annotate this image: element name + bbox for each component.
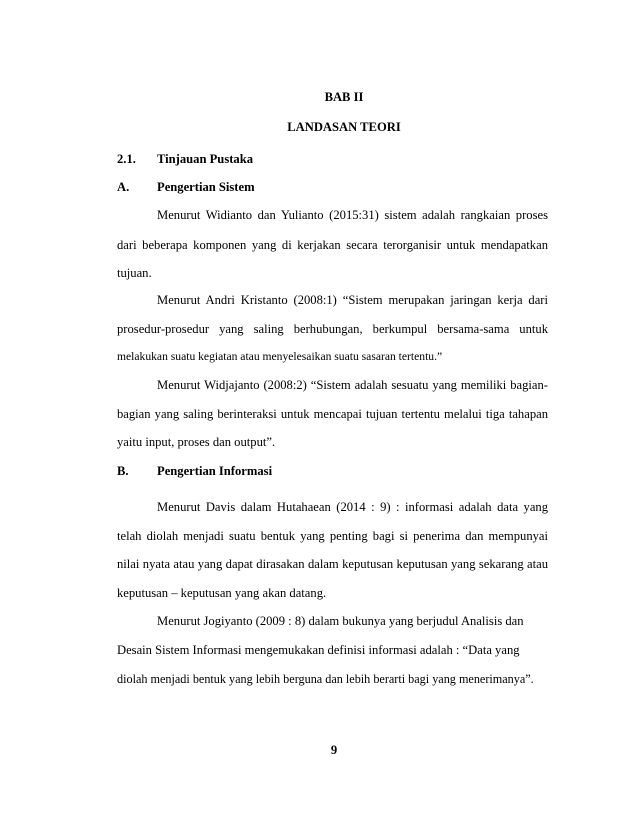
paragraph-line: keputusan – keputusan yang akan datang. xyxy=(117,586,327,600)
paragraph-line: Menurut Andri Kristanto (2008:1) “Sistem merupakan jaringan kerja dari xyxy=(157,293,548,307)
section-heading-2-1 xyxy=(117,152,253,167)
section-title: Pengertian Informasi xyxy=(157,464,273,478)
paragraph-line: telah diolah menjadi suatu bentuk yang penting bagi si penerima dan mempunyai xyxy=(117,529,548,543)
section-number: B. xyxy=(117,464,129,478)
chapter-title: LANDASAN TEORI xyxy=(287,120,401,134)
paragraph-line: dari beberapa komponen yang di kerjakan secara terorganisir untuk mendapatkan xyxy=(117,238,548,252)
section-title: Pengertian Sistem xyxy=(157,180,255,194)
paragraph-line: Desain Sistem Informasi mengemukakan definisi informasi adalah : “Data yang xyxy=(117,643,520,657)
paragraph-line: yaitu input, proses dan output”. xyxy=(117,435,276,449)
paragraph-line: diolah menjadi bentuk yang lebih berguna dan lebih berarti bagi yang menerimanya”. xyxy=(117,672,534,686)
paragraph-line: prosedur-prosedur yang saling berhubungan, berkumpul bersama-sama untuk xyxy=(117,322,548,336)
paragraph-line: nilai nyata atau yang dapat dirasakan dalam keputusan keputusan yang sekarang atau xyxy=(117,557,548,571)
paragraph-line: tujuan. xyxy=(117,266,152,280)
section-heading-a xyxy=(117,180,255,195)
paragraph-line: melakukan suatu kegiatan atau menyelesaikan suatu sasaran tertentu.” xyxy=(117,350,443,363)
section-title: Tinjauan Pustaka xyxy=(157,152,254,166)
section-number: 2.1. xyxy=(117,152,136,166)
paragraph-line: bagian yang saling berinteraksi untuk mencapai tujuan tertentu melalui tiga tahapan xyxy=(117,407,548,421)
chapter-label: BAB II xyxy=(324,90,364,104)
paragraph-line: Menurut Widianto dan Yulianto (2015:31) sistem adalah rangkaian proses xyxy=(157,208,548,222)
paragraph-line: Menurut Jogiyanto (2009 : 8) dalam bukunya yang berjudul Analisis dan xyxy=(157,614,524,628)
section-heading-b xyxy=(117,464,272,479)
section-number: A. xyxy=(117,180,130,194)
paragraph-line: Menurut Davis dalam Hutahaean (2014 : 9) : informasi adalah data yang xyxy=(157,500,548,514)
paragraph-line: Menurut Widjajanto (2008:2) “Sistem adalah sesuatu yang memiliki bagian- xyxy=(157,378,548,392)
page-number: 9 xyxy=(330,743,338,757)
